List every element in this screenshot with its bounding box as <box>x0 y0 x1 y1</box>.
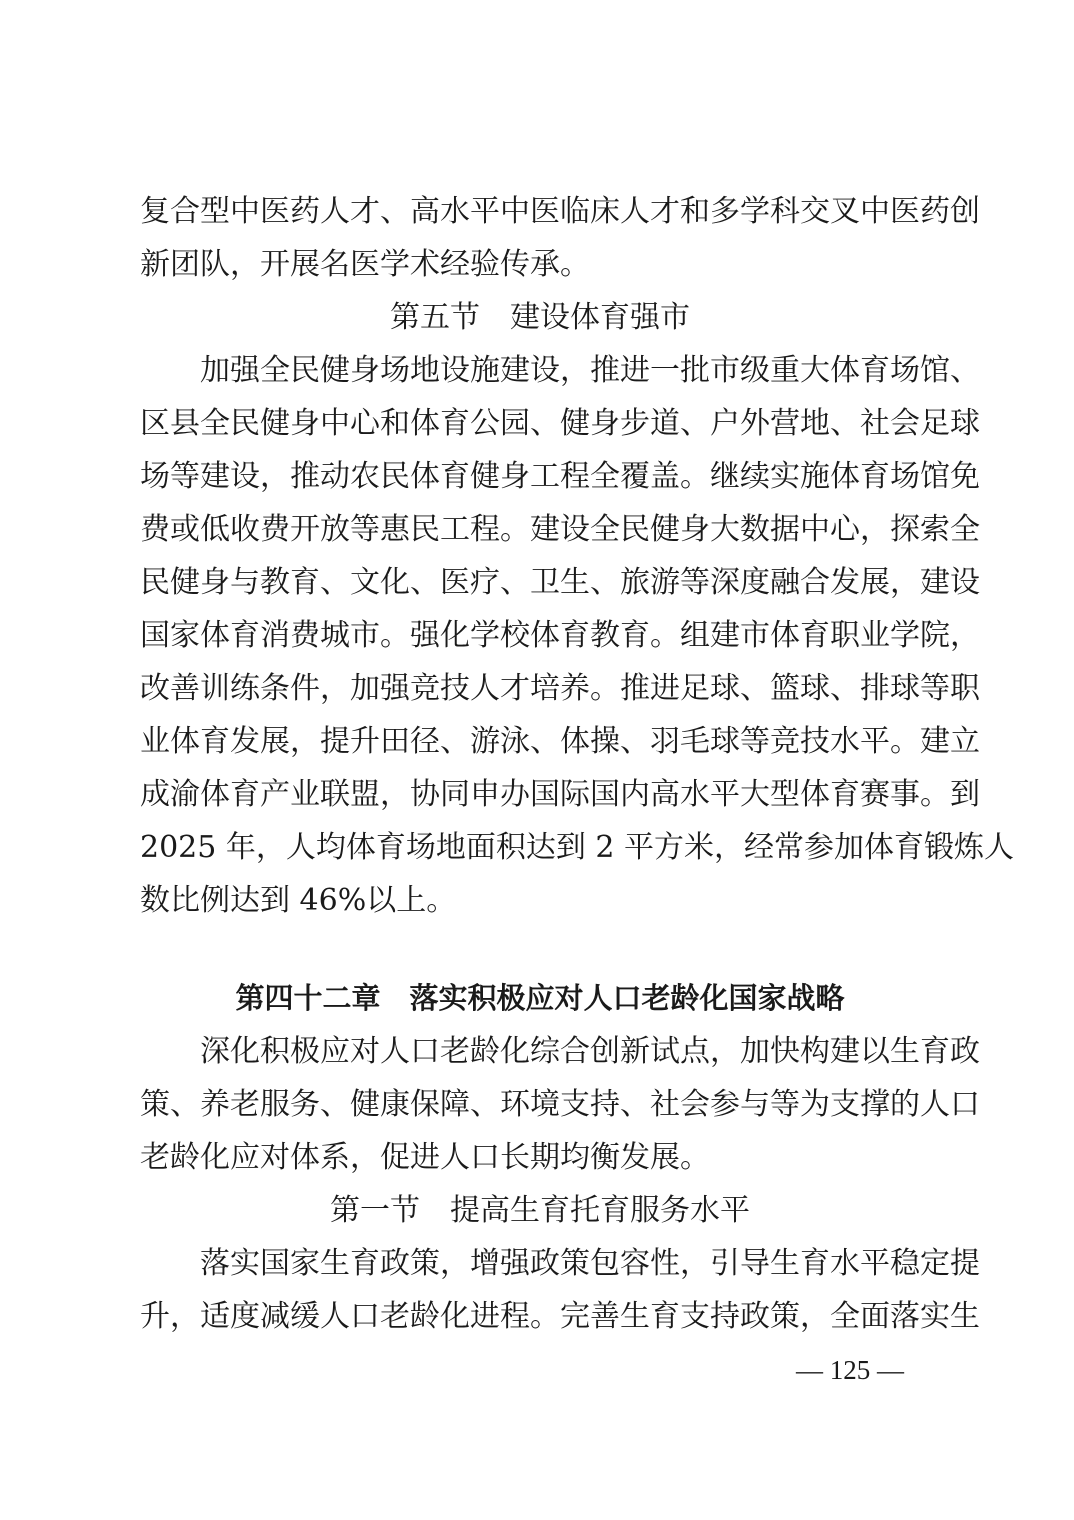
paragraph-line: 费或低收费开放等惠民工程。建设全民健身大数据中心，探索全 <box>140 512 980 547</box>
paragraph-line: 区县全民健身中心和体育公园、健身步道、户外营地、社会足球 <box>140 406 980 441</box>
paragraph-line: 成渝体育产业联盟，协同申办国际国内高水平大型体育赛事。到 <box>140 777 980 812</box>
paragraph-line: 加强全民健身场地设施建设，推进一批市级重大体育场馆、 <box>200 353 980 388</box>
paragraph-line: 数比例达到 46%以上。 <box>140 883 457 918</box>
paragraph-line: 民健身与教育、文化、医疗、卫生、旅游等深度融合发展，建设 <box>140 565 980 600</box>
paragraph-line: 新团队，开展名医学术经验传承。 <box>140 247 590 282</box>
paragraph-line: 改善训练条件，加强竞技人才培养。推进足球、篮球、排球等职 <box>140 671 980 706</box>
chapter-heading: 第四十二章 落实积极应对人口老龄化国家战略 <box>235 981 845 1015</box>
page-number: — 125 — <box>796 1355 904 1385</box>
section-heading: 第一节 提高生育托育服务水平 <box>330 1193 750 1228</box>
paragraph-line: 策、养老服务、健康保障、环境支持、社会参与等为支撑的人口 <box>140 1087 980 1122</box>
paragraph-line: 2025 年，人均体育场地面积达到 2 平方米，经常参加体育锻炼人 <box>140 830 1015 865</box>
paragraph-line: 场等建设，推动农民体育健身工程全覆盖。继续实施体育场馆免 <box>140 459 980 494</box>
paragraph-line: 老龄化应对体系，促进人口长期均衡发展。 <box>140 1140 710 1175</box>
paragraph-line: 升，适度减缓人口老龄化进程。完善生育支持政策，全面落实生 <box>140 1299 980 1334</box>
paragraph-line: 业体育发展，提升田径、游泳、体操、羽毛球等竞技水平。建立 <box>140 724 980 759</box>
paragraph-line: 落实国家生育政策，增强政策包容性，引导生育水平稳定提 <box>200 1246 980 1281</box>
paragraph-line: 复合型中医药人才、高水平中医临床人才和多学科交叉中医药创 <box>140 194 980 229</box>
paragraph-line: 深化积极应对人口老龄化综合创新试点，加快构建以生育政 <box>200 1034 980 1069</box>
paragraph-line: 国家体育消费城市。强化学校体育教育。组建市体育职业学院， <box>140 618 980 653</box>
section-heading: 第五节 建设体育强市 <box>390 300 690 335</box>
